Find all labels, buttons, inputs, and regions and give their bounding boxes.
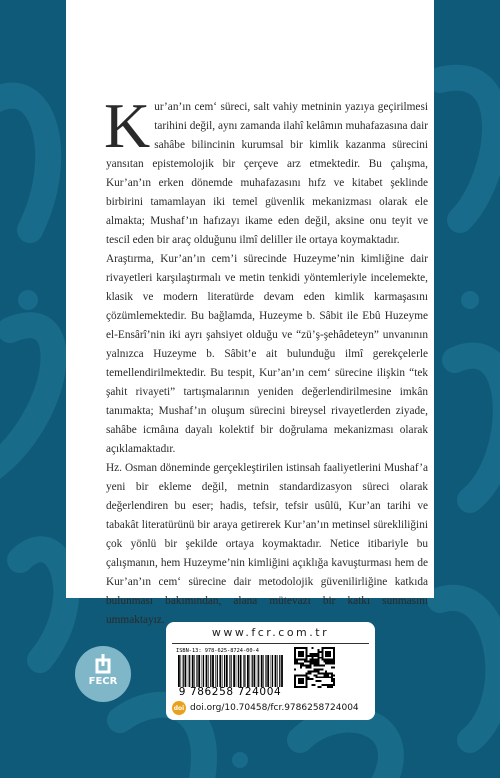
synopsis (104, 90, 428, 630)
divider (172, 643, 369, 644)
paragraph-3: Hz. Osman döneminde gerçekleştirilen istinsah faaliyetlerini Mushaf’a yeni bir ekleme değil, metnin standardizasyon süreci olarak değerlendiren bu eser; hadis, tefsir, tefsir usûlü, Kur’an tarihi ve tabakât literatürünü bir araya getirerek Kur’an’ın metinsel sürekliliğini çok yönlü bir şekilde ortaya koymaktadır. Netice itibariyle bu çalışmanın, hem Huzeyme’nin kimliğini açıklığa kavuşturması hem de Kur’an’ın cem‘ sürecine dair metodolojik güvenilirliğine katkıda bulunması bakımından, alana mütevazı bir katkı sunmasını ummaktayız. (106, 462, 428, 626)
qr-code (294, 647, 335, 688)
logo-emblem-icon (75, 646, 131, 702)
paragraph-1 (104, 90, 428, 250)
dropcap-letter: K (104, 90, 151, 161)
isbn-label: ISBN-13: 978-625-8724-00-4 (176, 648, 259, 654)
paragraph-1-text: ur’an’ın cem‘ süreci, salt vahiy metninin yazıya geçirilmesi tarihini değil, aynı zamanda ilahî kelâmın muhafazasına dair sahâbe bilincinin kurumsal bir kimlik kazanma sürecini yansıtan epistemolojik bir çerçeve arz etmektedir. Bu çalışma, Kur’an’ın erken dönemde muhafazasını hıfz ve kitabet şeklinde birbirini tamamlayan iki temel güvenlik mekanizması olarak ele almakta; Mushaf’ın hafızayı ikame eden değil, aksine onu teyit ve tescil eden bir araç olduğunu ilmî deliller ile ortaya koymaktadır. (106, 101, 428, 246)
isbn-digits: 9 786258 724004 (178, 686, 282, 698)
publisher-logo-text: FECR (88, 676, 118, 687)
back-cover-text-panel (66, 0, 434, 626)
doi-link[interactable]: doi.org/10.70458/fcr.9786258724004 (190, 703, 359, 713)
doi-row (172, 701, 359, 715)
doi-icon: doi (172, 701, 186, 715)
paragraph-2: Araştırma, Kur’an’ın cem’i sürecinde Huzeyme’nin kimliğine dair rivayetleri karşılaştırmalı ve metin tenkidi yöntemleriyle incelemekte, klasik ve modern literatürde devam eden kimlik karmaşasını çözümlemektedir. Bu bağlamda, Huzeyme b. Sâbit ile Ebû Huzeyme el-Ensârî’nin iki ayrı şahsiyet olduğu ve “zü’ş-şehâdeteyn” unvanının yalnızca Huzeyme b. Sâbit’e ait bulunduğu ilmî gerekçelerle temellendirilmektedir. Bu tespit, Kur’an’ın cem‘ sürecine ilişkin “tek şahit rivayeti” tartışmalarının yeniden değerlendirilmesine imkân tanımakta; Mushaf’ın oluşum sürecini bireysel rivayetlerden ziyade, sahâbe icmâına dayalı kolektif bir doğrulama mekanizması olarak açıklamaktadır. (106, 253, 428, 455)
isbn-barcode (176, 655, 286, 687)
publisher-logo (75, 646, 131, 702)
publisher-website[interactable]: www.fcr.com.tr (211, 626, 330, 639)
isbn-info-card (166, 622, 375, 720)
